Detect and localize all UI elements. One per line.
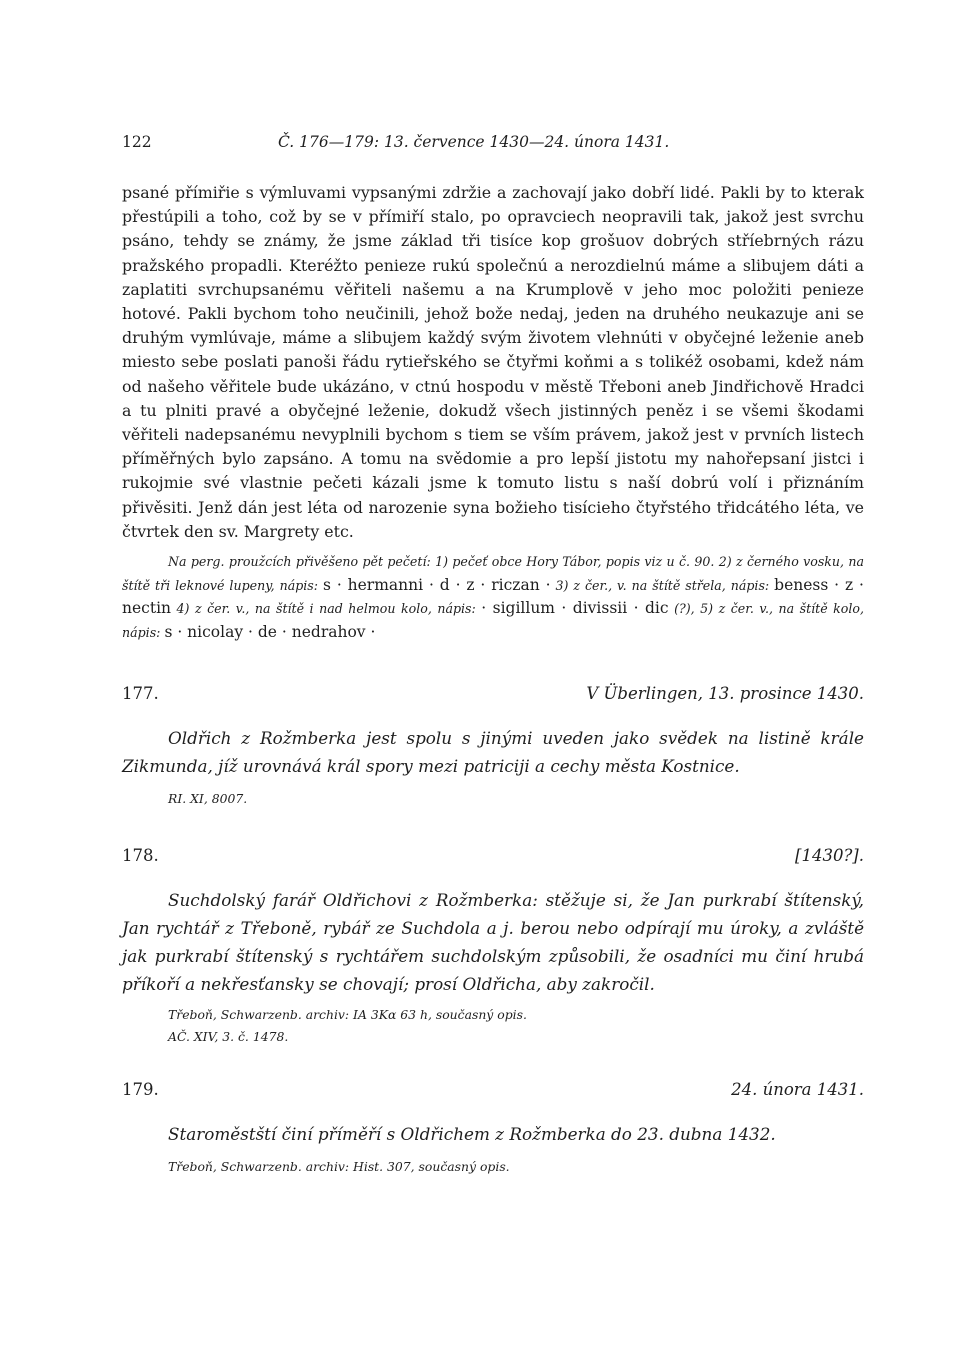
entry-number: 179.	[122, 1080, 159, 1100]
seal-inscription-4: · sigillum · divissii · dic	[481, 599, 669, 618]
running-title: Č. 176—179: 13. července 1430—24. února 1431.	[278, 133, 670, 151]
entry-179	[122, 1080, 864, 1178]
document-page	[122, 133, 864, 1178]
notes-part-2: 3) z čer., v. na štítě střela, nápis:	[555, 577, 770, 593]
seal-inscription-5: s · nicolay · de · nedrahov ·	[164, 622, 376, 641]
notes-part-1: Na perg. proužcích přivěšeno pět pečetí: 1) pečeť obce Hory Tábor, popis viz u č. 90. 2) z černého vosku, na štítě tři leknové lupeny, nápis:	[122, 554, 864, 593]
entry-heading	[122, 846, 864, 872]
notes-part-4: (?), 5) z čer. v., na štítě kolo, nápis:	[122, 601, 865, 640]
entry-source: Třeboň, Schwarzenb. archiv: Hist. 307, současný opis.	[168, 1159, 510, 1175]
entry-summary: Oldřich z Rožmberka jest spolu s jinými uveden jako svědek na listině krále Zikmunda, jíž urovnává král spory mezi patriciji a cechy města Kostnice.	[122, 728, 864, 777]
notes-part-3: 4) z čer. v., na štítě i nad helmou kolo, nápis:	[176, 601, 476, 617]
entry-date: V Überlingen, 13. prosince 1430.	[586, 684, 864, 704]
entry-number: 177.	[122, 684, 159, 704]
entry-date: [1430?].	[795, 846, 864, 866]
entry-177	[122, 684, 864, 810]
entry-number: 178.	[122, 846, 159, 866]
entry-source: Třeboň, Schwarzenb. archiv: IA 3Kα 63 h, současný opis.	[168, 1007, 527, 1023]
seal-inscription-2: s · hermanni · d · z · riczan ·	[322, 575, 551, 594]
main-text-block	[122, 181, 864, 544]
main-paragraph: psané přímiřie s výmluvami vypsanými zdržie a zachovají jako dobří lidé. Pakli by to kterak přestúpili a toho, což by se v přímiří stalo, po opravciech neopravili tak, jakož jest svrchu psáno, tehdy se známy, že jsme základ tři tisíce kop grošuov dobrých stříebrných rázu pražského propadli. Kteréžto penieze rukú společnú a nerozdielnú máme a slibujem dáti a zaplatiti svrchupsanému věřiteli našemu a na Krumplově v jeho moc položiti penieze hotové. Pakli bychom toho neučinili, jehož bože nedaj, jeden na druhého neukazuje ani se druhým vymlúvaje, máme a slibujem každý svým životem vlehnúti v obyčejné leženie aneb miesto sebe poslati panoši řádu rytieřského se čtyřmi koňmi a s tolikéž osobami, kdež nám od našeho věřitele bude ukázáno, v ctnú hospodu v městě Třeboni aneb Jindřichově Hradci a tu plniti pravé a obyčejné leženie, dokudž všech jistinných peněz i se všemi škodami věřiteli nadepsanému nevyplnili bychom s tiem se vším právem, jakož jest v prvních listech příměřných bylo zapsáno. A tomu na svědomie a pro lepší jistotu my nahořepsaní jistci i rukojmie své vlastnie pečeti kázali jsme k tomuto listu s naší dobrú volí i přiznáním přivěsiti. Jenž dán jest léta od narozenie syna božieho tisícieho čtyřstého třidcátého léta, ve čtvrtek den sv. Margrety etc.	[122, 183, 864, 541]
entry-source: AČ. XIV, 3. č. 1478.	[168, 1029, 289, 1045]
entry-date: 24. února 1431.	[731, 1080, 864, 1100]
entry-summary: Staroměstští činí příměří s Oldřichem z Rožmberka do 23. dubna 1432.	[168, 1124, 776, 1145]
page-header	[122, 133, 864, 157]
page-number: 122	[122, 133, 152, 151]
entry-heading	[122, 684, 864, 710]
entry-178	[122, 846, 864, 1048]
seal-notes	[122, 550, 864, 644]
entry-summary: Suchdolský farář Oldřichovi z Rožmberka: stěžuje si, že Jan purkrabí štítenský, Jan rychtář z Třeboně, rybář ze Suchdola a j. berou nebo odpírají mu úroky, a zvláště jak purkrabí štítenský s rychtářem suchdolským způsobili, že osadníci mu činí hrubá příkoří a nekřesťansky se chovají; prosí Oldřicha, aby zakročil.	[122, 890, 864, 995]
entry-source: RI. XI, 8007.	[168, 791, 248, 807]
entry-heading	[122, 1080, 864, 1106]
seal-inscription-3: beness · z · nectin	[122, 575, 864, 618]
